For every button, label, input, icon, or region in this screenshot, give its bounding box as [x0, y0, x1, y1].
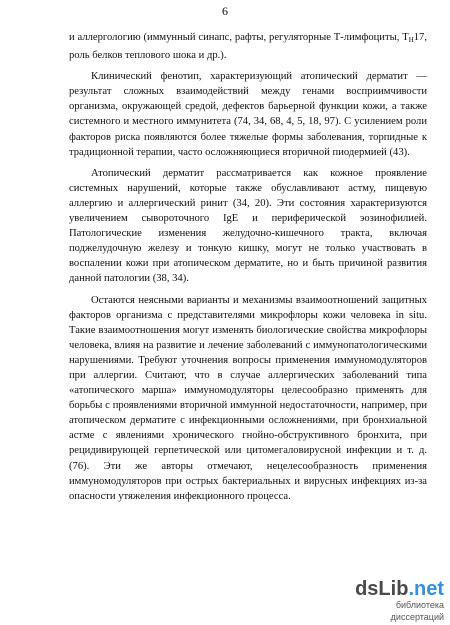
logo-main: dsLib: [355, 578, 409, 600]
watermark-subtitle: библиотека диссертаций: [390, 600, 444, 622]
logo-tld: net: [414, 578, 444, 600]
dslib-watermark: [348, 579, 444, 623]
paragraph-immunomodulators: Остаются неясными варианты и механизмы взаимоотношений защитных факторов организма с представителями микрофлоры кожи человека in situ. Такие взаимоотношения могут изменять биологические свойства микрофлоры человека, влияя на развитие и лечение заболеваний с иммунопатологическими нарушениями. Требуют уточнения вопросы применения иммуномодуляторов при аллергии. Считают, что в случае аллергических заболеваний типа «атопического марша» иммуномодуляторы целесообразно применять для борьбы с проявлениями вторичной иммунной недостаточности, например, при атопическом дерматите с инфекционными осложнениями, при бронхиальной астме с явлениями хронического гнойно-обструктивного бронхита, при рецидивирующей герпетической или цитомегаловирусной инфекции и т. д. (76). Эти же авторы отмечают, нецелесообразность применения иммуномодуляторов при острых бактериальных и вирусных инфекциях из-за опасности утяжеления инфекционного процесса.: [69, 294, 427, 502]
logo-dot: .: [408, 578, 414, 600]
document-body: [69, 30, 427, 504]
paragraph-systemic: Атопический дерматит рассматривается как кожное проявление системных нарушений, которые также обуславливают астму, пищевую аллергию и аллергический ринит (34, 20). Эти состояния характеризуются увеличением сывороточного IgE и периферической эозинофилией. Патологические изменения желудочно-кишечного тракта, включая поджелудочную железу и тонкую кишку, могут не только участвовать в воспалении кожи при атопическом дерматите, но и быть причиной развития данной патологии (38, 34).: [69, 167, 427, 285]
subscript-h: Н: [408, 36, 414, 44]
paragraph-intro: [69, 30, 427, 63]
page-number: 6: [222, 4, 228, 18]
dslib-logo: [348, 579, 444, 599]
paragraph-intro-b: 17, роль белков теплового шока и др.).: [69, 32, 427, 62]
paragraph-intro-a: и аллергологию (иммунный синапс, рафты, регуляторные Т-лимфоциты, Т: [69, 32, 409, 43]
paragraph-phenotype: Клинический фенотип, характеризующий атопический дерматит — результат сложных взаимодействий между генами восприимчивости организма, окружающей средой, дефектов барьерной функции кожи, а также системного и местного иммунитета (74, 34, 68, 4, 5, 18, 97). С усилением роли факторов риска появляются более тяжелые формы заболевания, торпидные к традиционной терапии, часто осложняющиеся вторичной пиодермией (43).: [69, 71, 427, 158]
